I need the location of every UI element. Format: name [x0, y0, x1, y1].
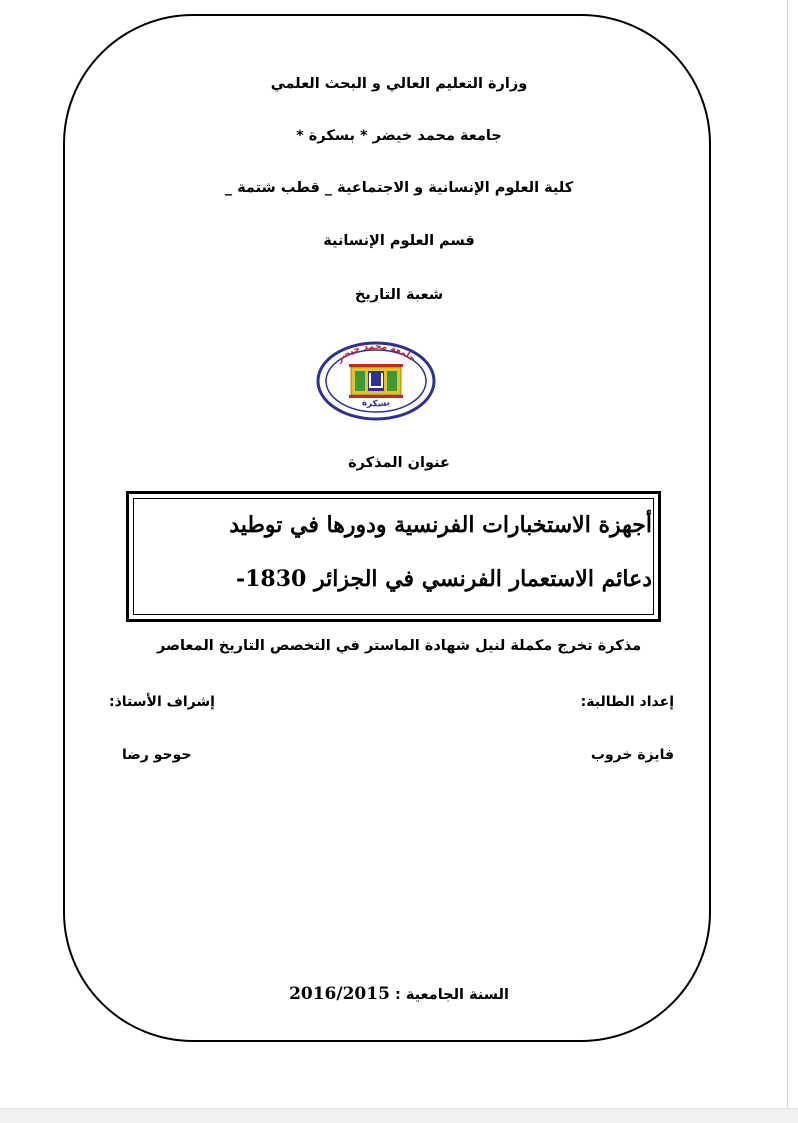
viewer-bottom-bar [0, 1108, 798, 1123]
svg-text:بسكرة [361, 398, 391, 410]
faculty-heading: كلية العلوم الإنسانية و الاجتماعية _ قطب شتمة _ [224, 180, 574, 196]
university-logo [313, 337, 439, 421]
university-heading: جامعة محمد خيضر * بسكرة * [296, 128, 502, 144]
memo-title-label: عنوان المذكرة [348, 455, 450, 471]
department-heading: قسم العلوم الإنسانية [323, 233, 475, 249]
seal-bottom-text: بسكرة [361, 397, 391, 410]
academic-year-value: 2016/2015 [289, 984, 390, 1004]
memo-subtitle: مذكرة تخرج مكملة لنيل شهادة الماستر في التخصص التاريخ المعاصر [156, 638, 642, 654]
student-label: إعداد الطالبة: [580, 694, 674, 710]
supervisor-name: حوحو رضا [122, 747, 192, 763]
academic-year-label: السنة الجامعية : [394, 987, 509, 1003]
branch-heading: شعبة التاريخ [354, 287, 444, 303]
seal-top-text: جامعة محمد خيضر [334, 341, 418, 365]
supervisor-label: إشراف الأستاذ: [109, 694, 215, 710]
memo-title-line-2: دعائم الاستعمار الفرنسي في الجزائر 1830- [235, 566, 652, 592]
student-name: فايزة خروب [590, 747, 674, 763]
academic-year [0, 984, 798, 1004]
university-seal-icon [313, 337, 439, 421]
ministry-heading: وزارة التعليم العالي و البحث العلمي [270, 76, 528, 92]
memo-title-line-1: أجهزة الاستخبارات الفرنسية ودورها في توطيد [229, 512, 652, 538]
memo-title-box [126, 491, 661, 622]
